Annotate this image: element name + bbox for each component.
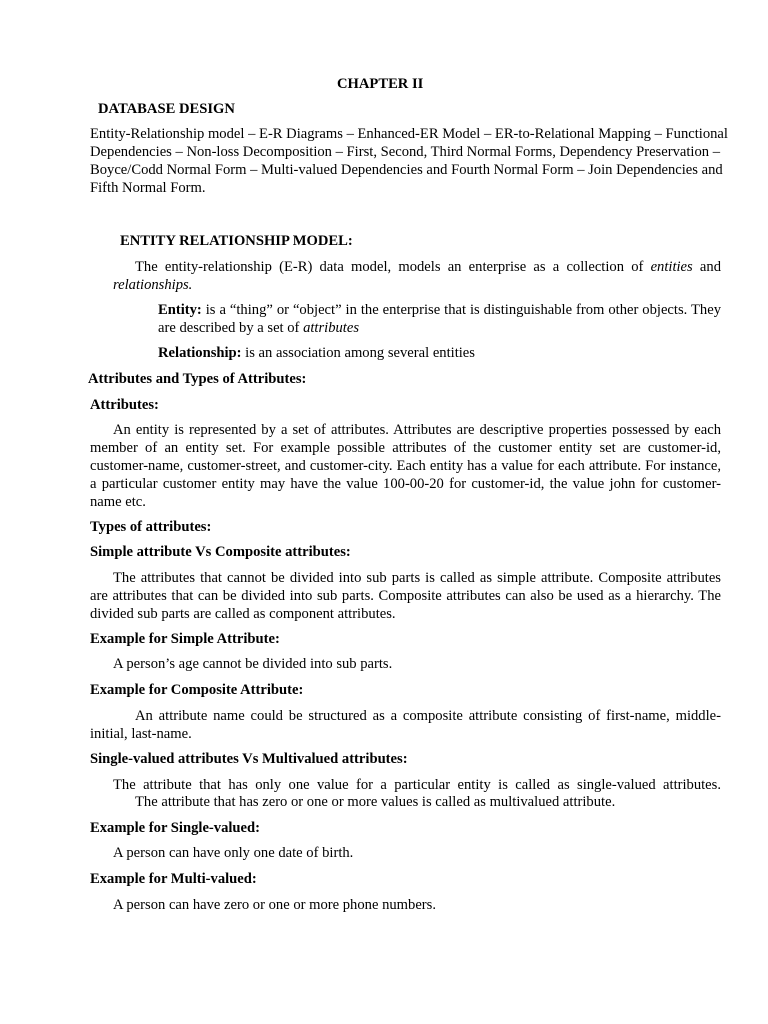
relationship-label: Relationship:: [158, 345, 242, 361]
ex-simple-text: A person’s age cannot be divided into sub parts.: [113, 656, 393, 672]
erm-intro: [113, 258, 721, 294]
erm-heading: ENTITY RELATIONSHIP MODEL:: [120, 233, 353, 249]
ex-composite-paragraph: An attribute name could be structured as a composite attribute consisting of first-name, middle-initial, last-name.: [90, 708, 721, 742]
erm-intro-and: and: [692, 259, 721, 275]
single-vs-multi-line2: The attribute that has zero or one or more values is called as multivalued attribute.: [135, 794, 616, 810]
section-title: DATABASE DESIGN: [98, 101, 235, 117]
entity-definition: [158, 301, 721, 337]
syllabus-paragraph: Entity-Relationship model – E-R Diagrams – Enhanced-ER Model – ER-to-Relational Mapping – Functional Dependencies – Non-loss Decomposition – First, Second, Third Normal Forms, Dependency Preservation – Boyce/Codd Normal Form – Multi-valued Dependencies and Fourth Normal Form – Join Dependencies and Fifth Normal Form.: [90, 126, 728, 196]
types-heading: Types of attributes:: [90, 519, 212, 535]
ex-multi-text: A person can have zero or one or more phone numbers.: [113, 897, 436, 913]
erm-intro-text: The entity-relationship (E-R) data model, models an enterprise as a collection of: [135, 259, 651, 275]
ex-multi-heading: Example for Multi-valued:: [90, 871, 257, 887]
erm-intro-relationships: relationships.: [113, 277, 193, 293]
attr-types-heading: Attributes and Types of Attributes:: [88, 371, 307, 387]
chapter-title: CHAPTER II: [337, 76, 424, 92]
attributes-paragraph: An entity is represented by a set of attributes. Attributes are descriptive properties possessed by each member of an entity set. For example possible attributes of the customer entity set are customer-id, customer-name, customer-street, and customer-city. Each entity has a value for each attribute. For instance, a particular customer entity may have the value 100-00-20 for customer-id, the value john for customer-name etc.: [90, 422, 721, 510]
ex-composite-heading: Example for Composite Attribute:: [90, 682, 304, 698]
simple-vs-composite-heading: Simple attribute Vs Composite attributes:: [90, 544, 351, 560]
single-vs-multi-line1: The attribute that has only one value for a particular entity is called as single-valued attributes.: [113, 777, 721, 793]
entity-text: is a “thing” or “object” in the enterprise that is distinguishable from other objects. They are described by a set of: [158, 302, 721, 336]
ex-single-heading: Example for Single-valued:: [90, 820, 260, 836]
relationship-text: is an association among several entities: [241, 345, 475, 361]
entity-attributes: attributes: [303, 320, 360, 336]
single-vs-multi-heading: Single-valued attributes Vs Multivalued attributes:: [90, 751, 408, 767]
entity-label: Entity:: [158, 302, 202, 318]
ex-simple-heading: Example for Simple Attribute:: [90, 631, 280, 647]
attributes-heading: Attributes:: [90, 397, 159, 413]
relationship-definition: [158, 345, 475, 362]
erm-intro-entities: entities: [650, 259, 693, 275]
simple-vs-composite-paragraph: The attributes that cannot be divided into sub parts is called as simple attribute. Composite attributes are attributes that can be divided into sub parts. Composite attributes can also be used as a hierarchy. The divided sub parts are called as component attributes.: [90, 570, 721, 622]
ex-single-text: A person can have only one date of birth.: [113, 845, 354, 861]
